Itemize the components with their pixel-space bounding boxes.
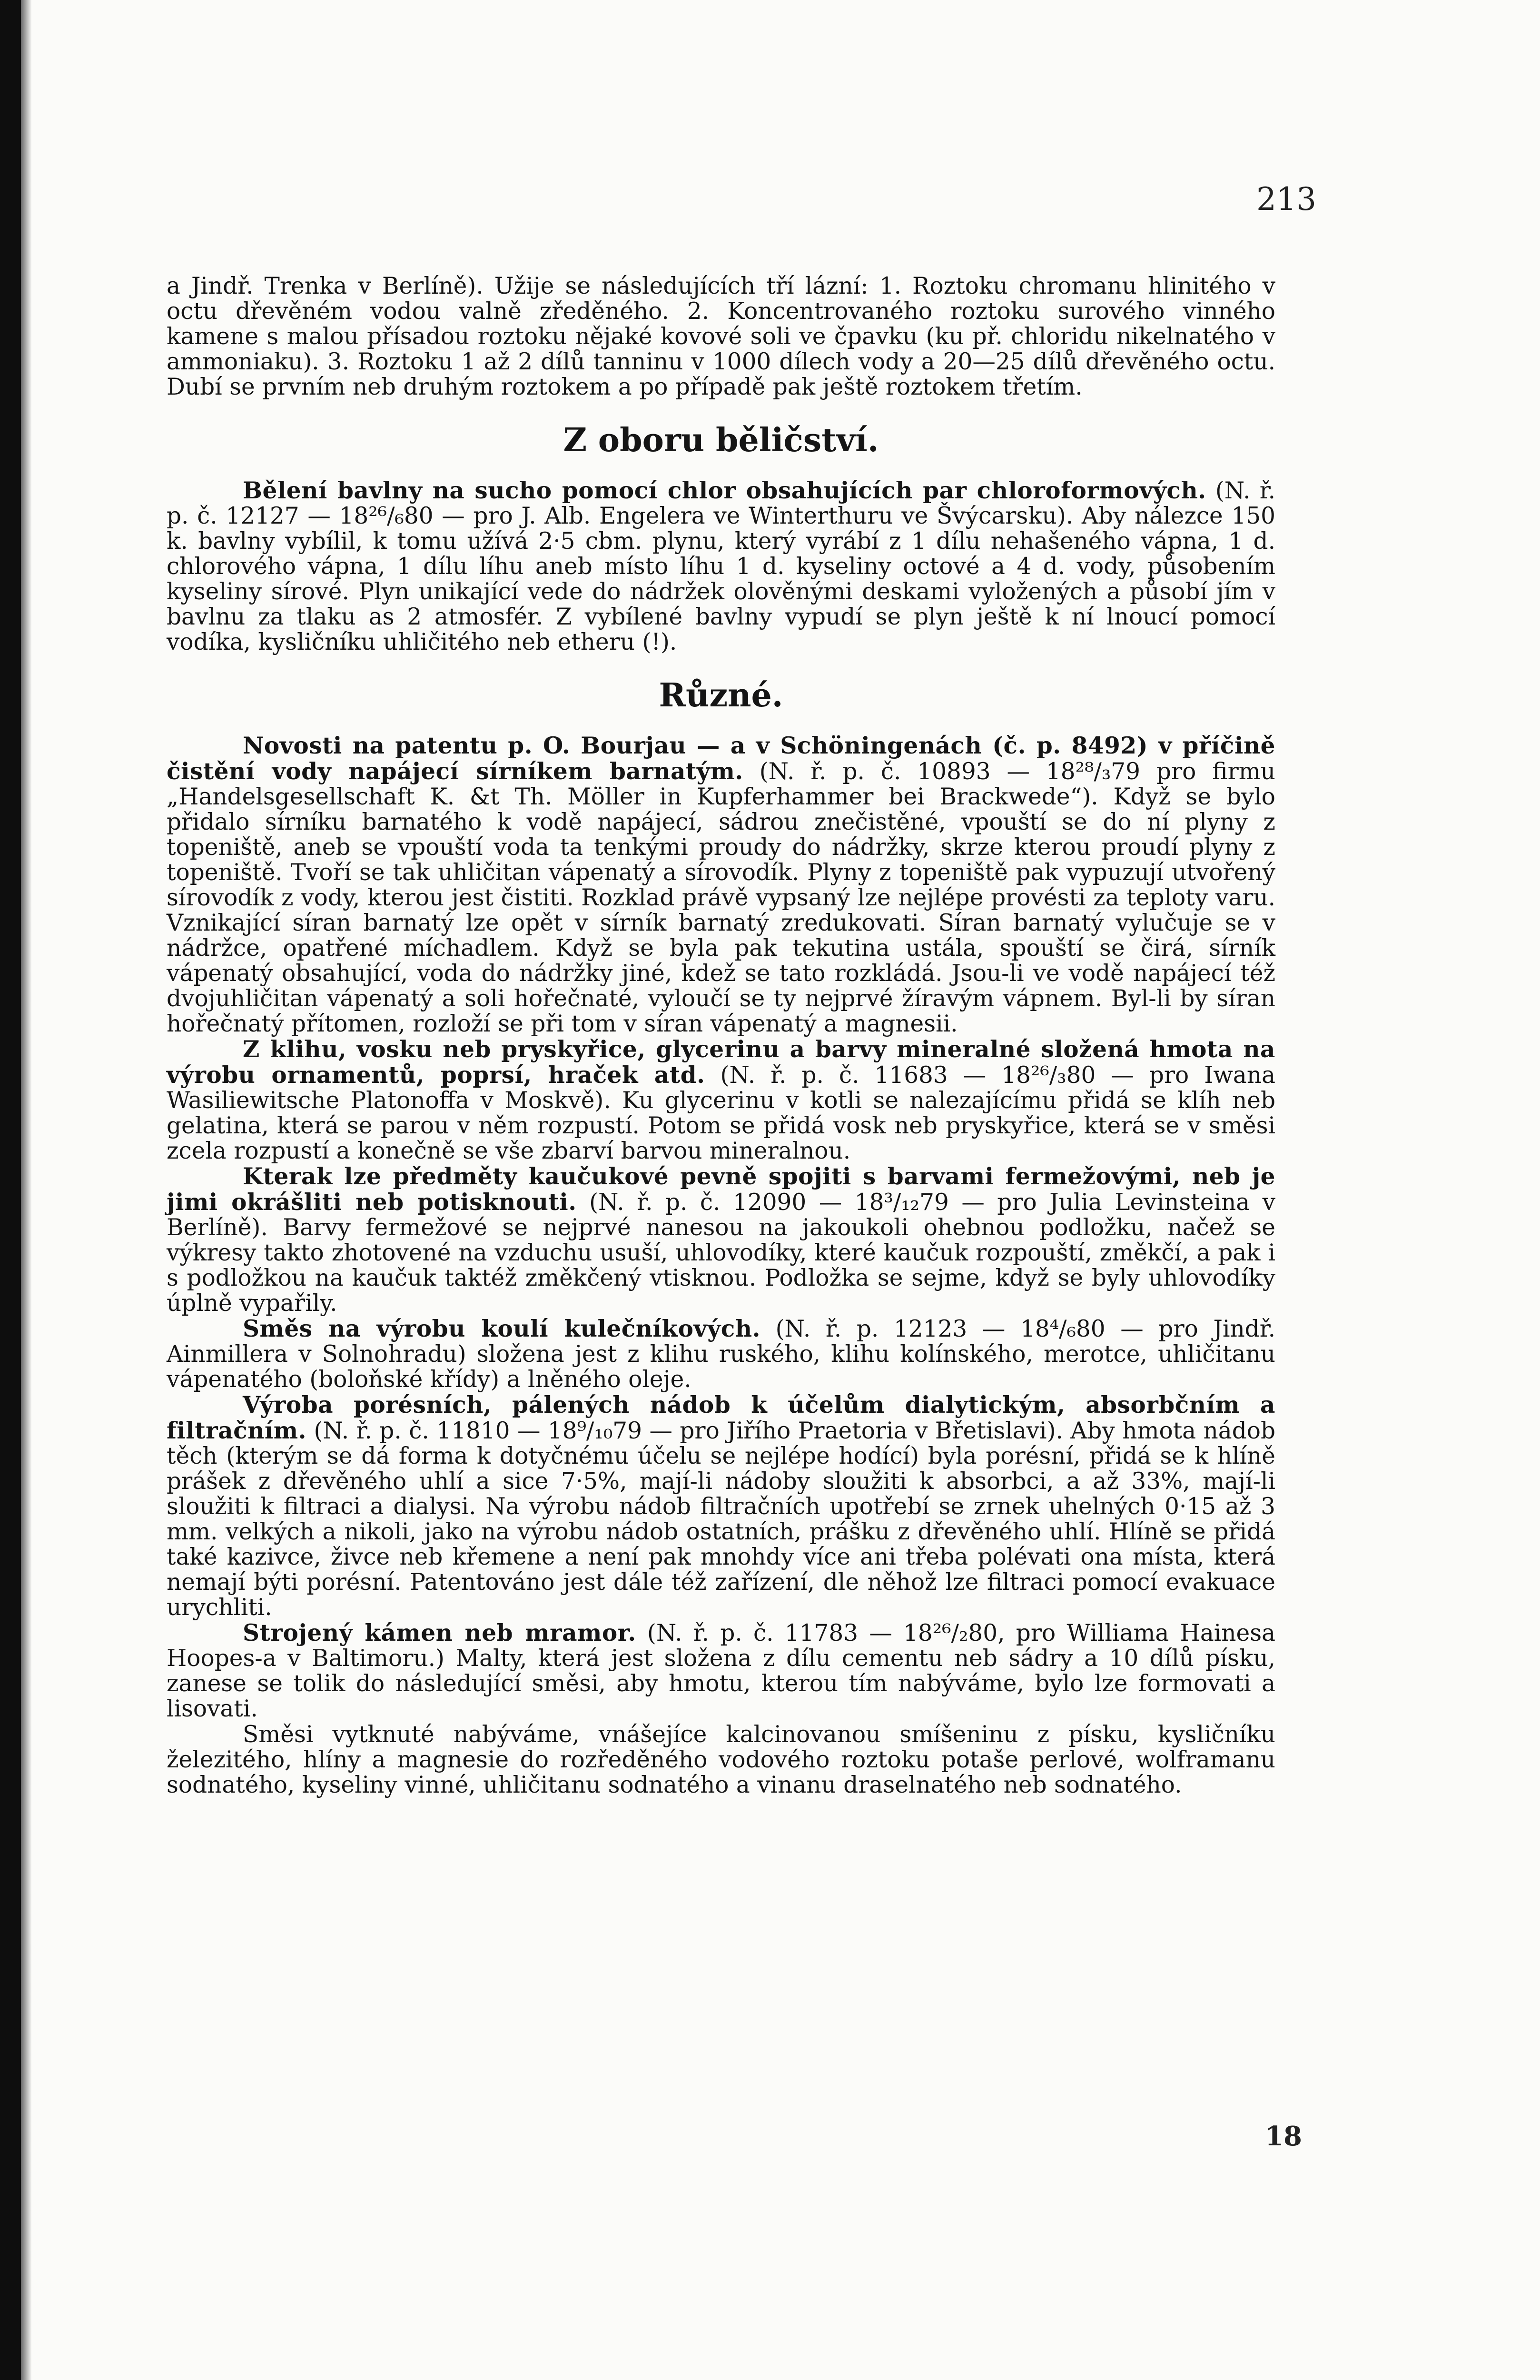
entry-rubber-paint [167,1164,1275,1316]
page-number: 213 [1256,181,1316,218]
section-heading-misc: Různé. [659,676,783,714]
entry-body: (N. ř. p. č. 12090 — 18³/₁₂79 — pro Julia Levinsteina v Berlíně). Barvy fermežové se nejprvé nanesou na jakoukoli ohebnou podložku, načež se výkresy takto zhotovené na vzduchu usuší, uhlovodíky, které kaučuk rozpouští, změkčí, a pak i s podložkou na kaučuk taktéž změkčený vtisknou. Podložka se sejme, když se byly uhlovodíky úplně vypařily. [167,1189,1275,1317]
entry-title: Novosti na patentu p. O. Bourjau — a v Schöningenách (č. p. 8492) v příčině čistění vody napájecí sírníkem barnatým. [167,732,1275,785]
entry-body: (N. ř. p. č. 11810 — 18⁹/₁₀79 — pro Jiřího Praetoria v Břetislavi). Aby hmota nádob těch (kterým se dá forma k dotyčnému účelu se nejlépe hodící) byla porésní, přidá se k hlíně prášek z dřevěného uhlí a sice 7·5%, mají-li nádoby sloužiti k absorbci, a až 33%, mají-li sloužiti k filtraci a dialysi. Na výrobu nádob filtračních upotřebí se zrnek uhelných 0·15 až 3 mm. velkých a nikoli, jako na výrobu nádob ostatních, prášku z dřevěného uhlí. Hlíně se přidá také kazivce, živce neb křemene a není pak mnohdy více ani třeba polévati ona místa, která nemají býti porésní. Patentováno jest dále též zařízení, dle něhož lze filtraci pomocí evakuace urychliti. [167,1418,1275,1621]
entry-body: (N. ř. p. č. 11783 — 18²⁶/₂80, pro Williama Hainesa Hoopes-a v Baltimoru.) Malty, která jest složena z dílu cementu neb sádry a 10 dílů písku, zanese se tolik do následující směsi, aby hmotu, kterou tím nabýváme, bylo lze formovati a lisovati. [167,1620,1275,1722]
entry-billiard-balls [167,1316,1275,1392]
section-heading-bleaching: Z oboru běličství. [563,421,879,459]
entry-water-purification [167,733,1275,1037]
entry-artificial-stone [167,1620,1275,1722]
entry-body: (N. ř. p. 12123 — 18⁴/₆80 — pro Jindř. Ainmillera v Solnohradu) složena jest z klihu ruského, klihu kolínského, merotce, uhličitanu vápenatého (boloňské křídy) a lněného oleje. [167,1316,1276,1393]
entry-title: Strojený kámen neb mramor. [243,1619,636,1646]
entry-body: (N. ř. p. č. 12127 — 18²⁶/₆80 — pro J. Alb. Engelera ve Winterthuru ve Švýcarsku). Aby nálezce 150 k. bavlny vybílil, k tomu užívá 2·5 cbm. plynu, který vyrábí z 1 dílu nehašeného vápna, 1 d. chlorového vápna, 1 dílu líhu aneb místo líhu 1 d. kyseliny octové a 4 d. vody, působením kyseliny sírové. Plyn unikající vede do nádržek olověnými deskami vyložených a působí jím v bavlnu za tlaku as 2 atmosfér. Z vybílené bavlny vypudí se plyn ještě k ní lnoucí pomocí vodíka, kysličníku uhličitého neb etheru (!). [167,477,1275,655]
entry-ornament-mass [167,1037,1275,1164]
entry-title: Bělení bavlny na sucho pomocí chlor obsahujících par chloroformových. [243,477,1206,504]
entry-bleaching [167,478,1275,655]
book-spine-shadow [0,0,21,2380]
entry-porous-vessels [167,1392,1275,1620]
entry-body: (N. ř. p. č. 10893 — 18²⁸/₃79 pro firmu „Handelsgesellschaft K. &t Th. Möller in Kupferhammer bei Brackwede“). Když se bylo přidalo sírníku barnatého k vodě napájecí, sádrou znečistěné, vpouští se do ní plyny z topeniště, aneb se vpouští voda ta tenkými proudy do nádržky, skrze kterou proudí plyny z topeniště. Tvoří se tak uhličitan vápenatý a sírovodík. Plyny z topeniště pak vypuzují utvořený sírovodík z vody, kterou jest čistiti. Rozklad právě vypsaný lze nejlépe provésti za teploty varu. Vznikající síran barnatý lze opět v sírník barnatý zredukovati. Síran barnatý vylučuje se v nádržce, opatřené míchadlem. Když se byla pak tekutina ustála, spouští se čirá, sírník vápenatý obsahující, voda do nádržky jiné, kdež se tato rozkládá. Jsou-li ve vodě napájecí též dvojuhličitan vápenatý a soli hořečnaté, vyloučí se ty nejprvé žíravým vápnem. Byl-li by síran hořečnatý přítomen, rozloží se při tom v síran vápenatý a magnesii. [167,758,1275,1037]
book-gutter-gradient [21,0,31,2380]
entry-body: Směsi vytknuté nabýváme, vnášejíce kalcinovanou smíšeninu z písku, kysličníku železitého, hlíny a magnesie do rozředěného vodového roztoku potaše perlové, wolframanu sodnatého, kyseliny vinné, uhličitanu sodnatého a vinanu draselnatého neb sodnatého. [167,1721,1275,1798]
entry-title: Kterak lze předměty kaučukové pevně spojiti s barvami fermežovými, neb je jimi okrášliti neb potisknouti. [167,1163,1275,1216]
intro-paragraph: a Jindř. Trenka v Berlíně). Užije se následujících tří lázní: 1. Roztoku chromanu hlinitého v octu dřevěném vodou valně zředěného. 2. Koncentrovaného roztoku surového vinného kamene s malou přísadou roztoku nějaké kovové soli ve čpavku (ku př. chloridu nikelnatého v ammoniaku). 3. Roztoku 1 až 2 dílů tanninu v 1000 dílech vody a 20—25 dílů dřevěného octu. Dubí se prvním neb druhým roztokem a po případě pak ještě roztokem třetím. [167,273,1275,400]
entry-mixture-paragraph [167,1722,1275,1798]
text-column [167,274,1275,1798]
entry-title: Z klihu, vosku neb pryskyřice, glycerinu a barvy mineralné složená hmota na výrobu ornamentů, poprsí, hraček atd. [167,1036,1275,1089]
entry-title: Výroba porésních, pálených nádob k účelům dialytickým, absorbčním a filtračním. [167,1391,1275,1444]
signature-mark: 18 [1265,2121,1302,2152]
entry-title: Směs na výrobu koulí kulečníkových. [243,1315,760,1342]
entry-body: (N. ř. p. č. 11683 — 18²⁶/₃80 — pro Iwana Wasiliewitsche Platonoffa v Moskvě). Ku glycerinu v kotli se nalezajícímu přidá se klíh neb gelatina, která se parou v něm rozpustí. Potom se přidá vosk neb pryskyřice, která se v směsi zcela rozpustí a konečně se vše zbarví barvou mineralnou. [167,1062,1275,1164]
